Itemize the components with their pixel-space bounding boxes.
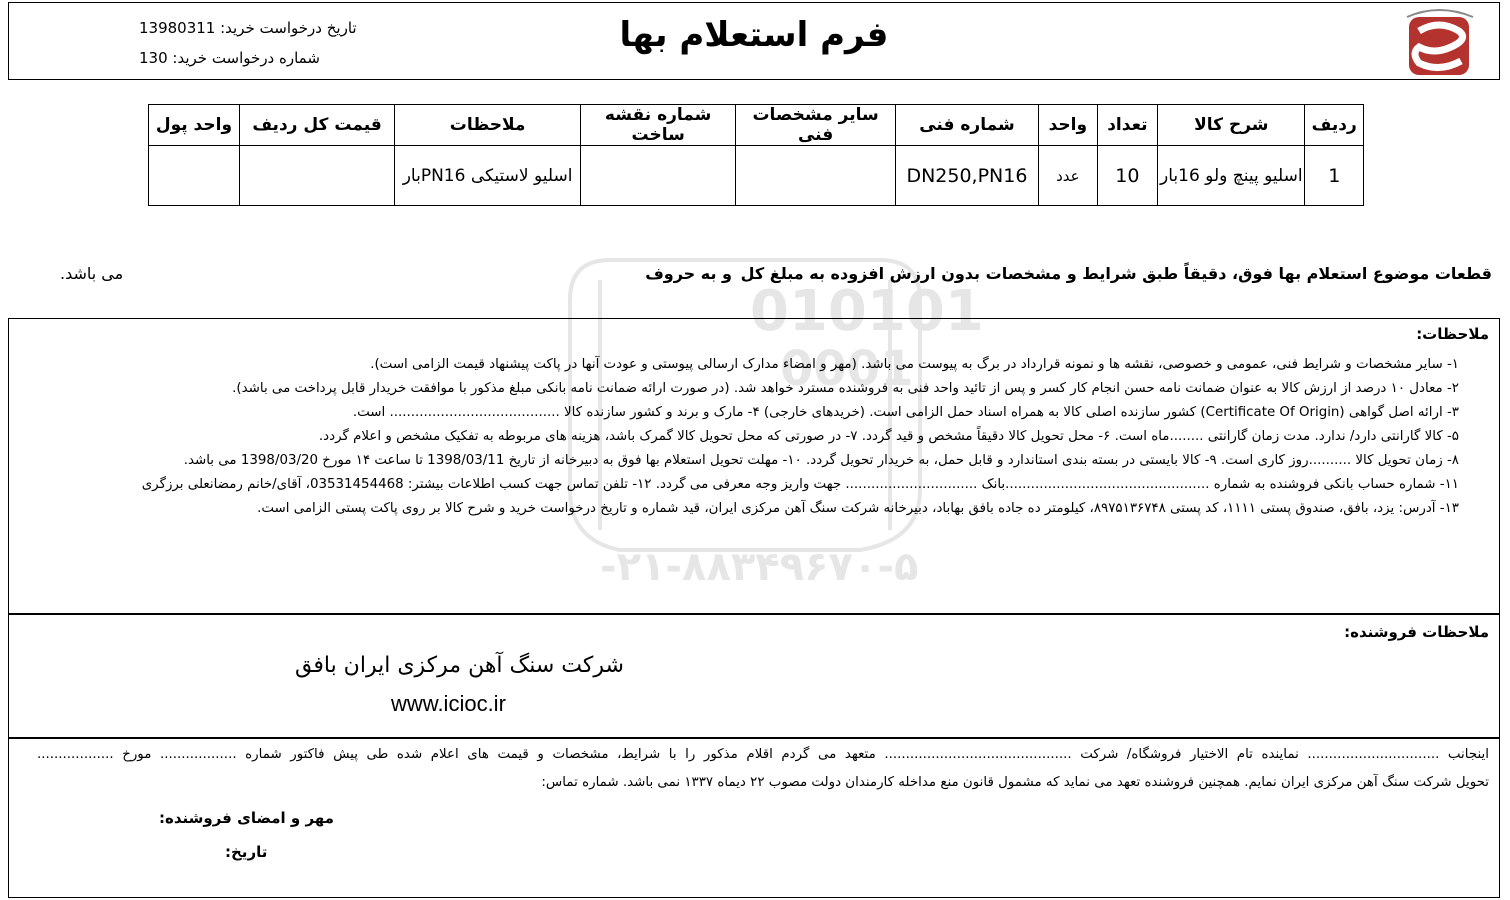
company-website-link[interactable]: www.icioc.ir <box>391 691 506 716</box>
company-name: شرکت سنگ آهن مرکزی ایران بافق <box>295 653 624 678</box>
items-table <box>148 104 1364 206</box>
purchase-request-number: شماره درخواست خرید: 130 <box>139 49 320 67</box>
note-item: ۱۱- شماره حساب بانکی فروشنده به شماره ................................................بانک ............................... جهت واریز وجه معرفی می گردد. ۱۲- تلفن تماس جهت کسب اطلاعات بیشتر: 03531454468، آقای/خانم رمضانعلی برزگری <box>141 477 1459 492</box>
col-description-header: شرح کالا <box>1158 105 1305 146</box>
statement-main-text: قطعات موضوع استعلام بها فوق، دقیقاً طبق شرایط و مشخصات بدون ارزش افزوده به مبلغ کل <box>740 264 1492 283</box>
col-currency-header: واحد پول <box>149 105 240 146</box>
note-item: ۳- ارائه اصل گواهی (Certificate Of Origin) کشور سازنده اصلی کالا به همراه اسناد حمل الزامی است. (خریدهای خارجی) ۴- مارک و برند و کشور سازنده کالا ........................................ است. <box>352 405 1459 420</box>
form-header <box>8 2 1500 80</box>
seller-commitment-section <box>8 738 1500 898</box>
col-unit-header: واحد <box>1039 105 1098 146</box>
table-row <box>149 146 1364 206</box>
cell-other-specs[interactable] <box>736 146 895 206</box>
seller-signature-label: مهر و امضای فروشنده: <box>159 809 334 827</box>
seller-notes-heading: ملاحظات فروشنده: <box>1344 623 1489 641</box>
cell-remarks: اسلیو لاستیکی PN16بار <box>395 146 581 206</box>
statement-end-text: می باشد. <box>60 264 124 283</box>
col-qty-header: تعداد <box>1097 105 1158 146</box>
note-item: ۵- کالا گارانتی دارد/ ندارد. مدت زمان گارانتی ........ماه است. ۶- محل تحویل کالا دقیقاً مشخص و قید گردد. ۷- در صورتی که محل تحویل کالا گمرک باشد، هزینه های مربوطه به تفکیک مشخص و اعلام گردد. <box>318 429 1459 444</box>
note-item: ۱- سایر مشخصات و شرایط فنی، عمومی و خصوصی، نقشه ها و نمونه قرارداد در برگ به پیوست می باشد. (مهر و امضاء مدارک ارسالی پیوستی و عودت آنها در پاکت پیشنهاد قیمت الزامی است). <box>370 357 1459 372</box>
note-item: ۸- زمان تحویل کالا ..........روز کاری است. ۹- کالا بایستی در بسته بندی استاندارد و قابل حمل، به خریدار تحویل گردد. ۱۰- مهلت تحویل استعلام بها فوق به دبیرخانه از تاریخ 1398/03/11 تا ساعت ۱۴ مورخ 1398/03/20 می باشد. <box>183 453 1459 468</box>
purchase-request-date: تاریخ درخواست خرید: 13980311 <box>139 19 357 37</box>
seller-notes-section[interactable] <box>8 614 1500 738</box>
signature-date-label: تاریخ: <box>225 843 268 861</box>
note-item: ۲- معادل ۱۰ درصد از ارزش کالا به عنوان ضمانت نامه حسن انجام کار کسر و پس از تائید واحد فنی به فروشنده مسترد خواهد شد. (در صورت ارائه ضمانت نامه بانکی مبلغ مذکور با موافقت خریدار قابل پرداخت می باشد). <box>232 381 1459 396</box>
cell-currency[interactable] <box>149 146 240 206</box>
col-remarks-header: ملاحظات <box>395 105 581 146</box>
cell-total-price[interactable] <box>239 146 394 206</box>
note-item: ۱۳- آدرس: یزد، بافق، صندوق پستی ۱۱۱۱، کد پستی ۸۹۷۵۱۳۶۷۴۸، کیلومتر ده جاده بافق بهاباد، دبیرخانه شرکت سنگ آهن مرکزی ایران، قید شماره و تاریخ درخواست خرید و شرح کالا بر روی پاکت پستی الزامی است. <box>257 501 1459 516</box>
col-row-header: ردیف <box>1305 105 1364 146</box>
col-total-price-header: قیمت کل ردیف <box>239 105 394 146</box>
notes-section <box>8 318 1500 614</box>
col-drawing-no-header: شماره نقشه ساخت <box>580 105 735 146</box>
cell-drawing-no[interactable] <box>580 146 735 206</box>
col-tech-no-header: شماره فنی <box>895 105 1038 146</box>
notes-heading: ملاحظات: <box>1416 325 1489 343</box>
svg-text:010101: 010101 <box>750 279 984 344</box>
commitment-line: اینجانب ............................... نماینده تام الاختیار فروشگاه/ شرکت ............................................ متعهد می گردم اقلام مذکور را با شرایط، مشخصات و قیمت های اعلام شده طی پیش فاکتور شماره .................. مورخ .................. <box>37 747 1489 762</box>
page-title: فرم استعلام بها <box>619 15 889 55</box>
cell-row: 1 <box>1305 146 1364 206</box>
commitment-line: تحویل شرکت سنگ آهن مرکزی ایران نمایم. همچنین فروشنده تعهد می نماید که مشمول قانون منع مداخله کارمندان دولت مصوب ۲۲ دیماه ۱۳۳۷ نمی باشد. شماره تماس: <box>541 775 1489 790</box>
table-header-row <box>149 105 1364 146</box>
price-statement <box>50 264 1492 290</box>
cell-description: اسلیو پینچ ولو 16بار <box>1158 146 1305 206</box>
cell-unit: عدد <box>1039 146 1098 206</box>
svg-text:0001: 0001 <box>780 341 914 397</box>
svg-text:-۲۱-۸۸۳۴۹۶۷۰-۵: -۲۱-۸۸۳۴۹۶۷۰-۵ <box>600 544 919 590</box>
cell-tech-no: DN250,PN16 <box>895 146 1038 206</box>
statement-in-words-label: و به حروف <box>645 264 732 283</box>
col-other-specs-header: سایر مشخصات فنی <box>736 105 895 146</box>
cell-qty: 10 <box>1097 146 1158 206</box>
